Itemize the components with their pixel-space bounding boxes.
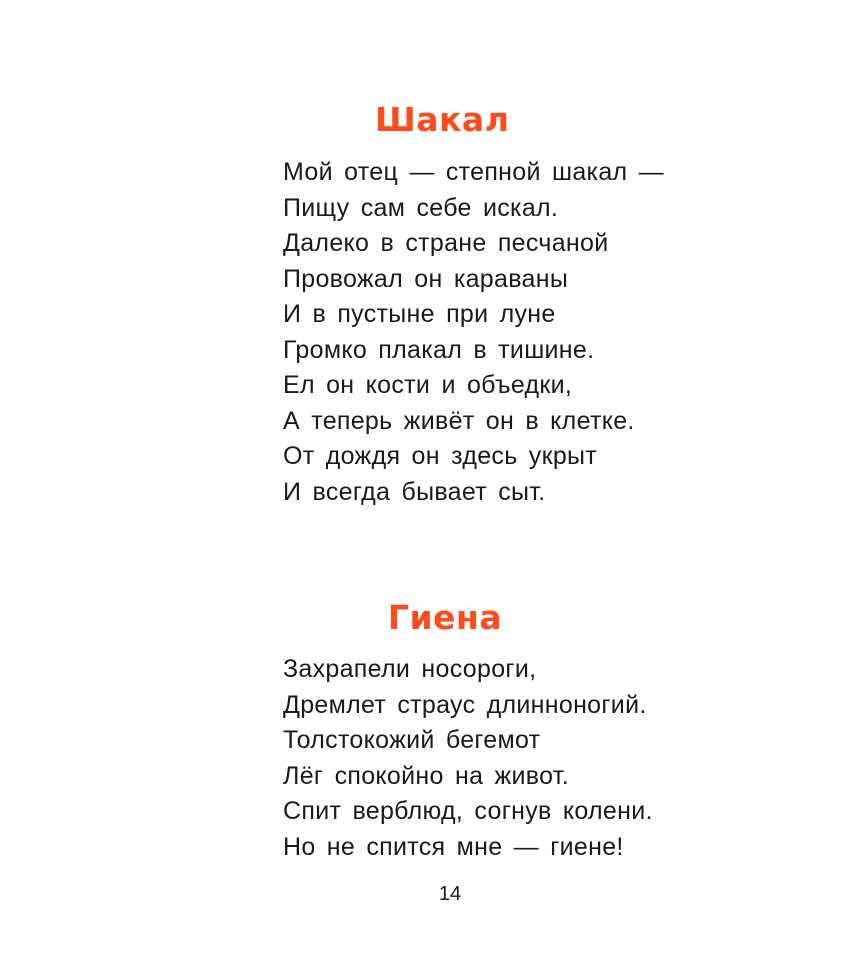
poem-line: Но не спится мне — гиене! bbox=[283, 832, 624, 861]
poem-line: И в пустыне при луне bbox=[283, 300, 556, 328]
poem-body bbox=[283, 155, 664, 510]
poem-line: Толстокожий бегемот bbox=[283, 726, 541, 754]
poem-title: Гиена bbox=[388, 598, 503, 637]
poem-line: Дремлет страус длинноногий. bbox=[283, 690, 647, 719]
poem-title: Шакал bbox=[375, 100, 510, 139]
poem-line: Далеко в стране песчаной bbox=[283, 229, 609, 257]
poem-line: Пищу сам себе искал. bbox=[283, 193, 559, 222]
poem-line: От дождя он здесь укрыт bbox=[283, 442, 598, 470]
poem-line: Громко плакал в тишине. bbox=[283, 335, 595, 364]
poem-line: И всегда бывает сыт. bbox=[283, 477, 546, 506]
poem-line: А теперь живёт он в клетке. bbox=[283, 406, 635, 435]
poem-body bbox=[283, 652, 653, 865]
poem-line: Захрапели носороги, bbox=[283, 655, 537, 683]
poem-line: Спит верблюд, согнув колени. bbox=[283, 797, 653, 825]
page-number: 14 bbox=[438, 883, 462, 905]
poem-line: Ел он кости и объедки, bbox=[283, 371, 573, 399]
poem-line: Мой отец — степной шакал — bbox=[283, 158, 664, 186]
poem-line: Провожал он караваны bbox=[283, 264, 569, 293]
poem-line: Лёг спокойно на живот. bbox=[283, 761, 569, 790]
